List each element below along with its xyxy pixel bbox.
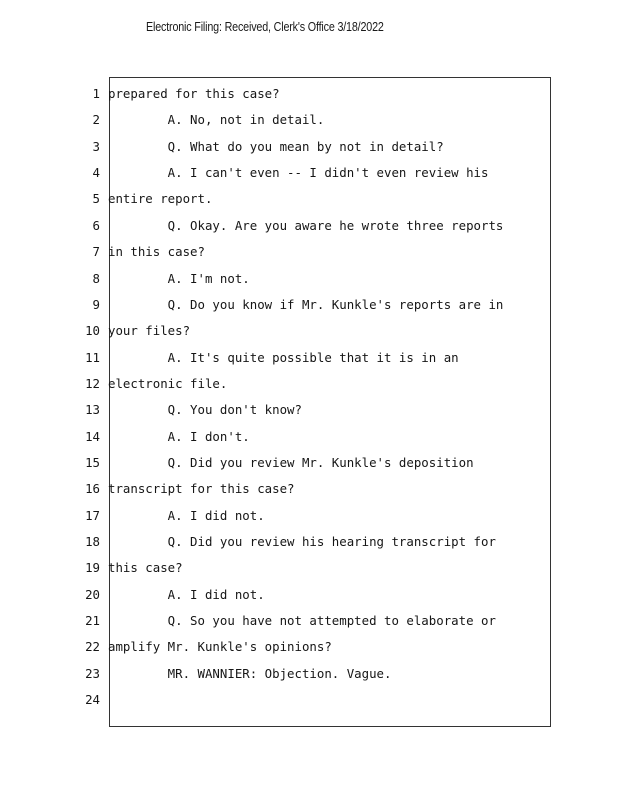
line-number: 9 — [92, 296, 100, 312]
line-number: 24 — [85, 692, 100, 708]
line-text: entire report. — [108, 191, 213, 207]
transcript-line — [0, 269, 560, 289]
line-text: Q. So you have not attempted to elaborate or — [108, 613, 496, 628]
line-number: 6 — [92, 217, 100, 233]
line-text: in this case? — [108, 244, 205, 260]
line-number: 14 — [85, 428, 100, 444]
line-text: A. No, not in detail. — [108, 112, 325, 128]
line-number: 4 — [92, 165, 100, 181]
transcript-line — [0, 585, 560, 605]
line-number: 2 — [92, 112, 100, 128]
transcript-line — [0, 479, 560, 499]
line-text: A. I did not. — [108, 586, 265, 602]
line-number: 20 — [85, 586, 100, 602]
line-number: 3 — [92, 138, 100, 154]
line-number: 17 — [85, 507, 100, 523]
transcript-line — [0, 242, 560, 262]
transcript-line — [0, 637, 560, 657]
line-number: 22 — [85, 639, 100, 655]
line-text: A. I don't. — [108, 428, 250, 444]
transcript-line — [0, 558, 560, 578]
line-number: 21 — [85, 613, 100, 628]
transcript-line — [0, 453, 560, 473]
transcript-line — [0, 427, 560, 447]
line-text: A. I did not. — [108, 507, 265, 523]
line-number: 15 — [85, 454, 100, 470]
line-text: Q. You don't know? — [108, 402, 302, 418]
transcript-line — [0, 690, 560, 710]
transcript-line — [0, 84, 560, 104]
transcript-line — [0, 163, 560, 183]
line-number: 5 — [92, 191, 100, 207]
transcript-line — [0, 295, 560, 315]
line-number: 10 — [85, 323, 100, 339]
line-text: this case? — [108, 560, 183, 576]
line-number: 1 — [92, 86, 100, 101]
transcript-line — [0, 400, 560, 420]
line-text: Q. What do you mean by not in detail? — [108, 138, 444, 154]
transcript-line — [0, 374, 560, 394]
line-number: 7 — [92, 244, 100, 260]
line-text: Q. Okay. Are you aware he wrote three reports — [108, 217, 504, 233]
transcript-line — [0, 664, 560, 684]
line-number: 13 — [85, 402, 100, 418]
transcript-line — [0, 611, 560, 631]
line-text: A. It's quite possible that it is in an — [108, 349, 459, 365]
line-text: Q. Did you review Mr. Kunkle's deposition — [108, 454, 474, 470]
transcript-line — [0, 321, 560, 341]
line-text: Q. Do you know if Mr. Kunkle's reports are in — [108, 296, 504, 312]
line-number: 8 — [92, 270, 100, 286]
transcript-line — [0, 110, 560, 130]
transcript-line — [0, 137, 560, 157]
line-text: your files? — [108, 323, 191, 339]
line-text: A. I'm not. — [108, 270, 250, 286]
line-text: Q. Did you review his hearing transcript for — [108, 534, 496, 549]
line-number: 16 — [85, 481, 100, 497]
line-number: 18 — [85, 534, 100, 549]
line-number: 11 — [85, 349, 100, 365]
line-text: A. I can't even -- I didn't even review his — [108, 165, 489, 181]
transcript-line — [0, 216, 560, 236]
transcript-line — [0, 348, 560, 368]
line-text: MR. WANNIER: Objection. Vague. — [108, 665, 392, 681]
transcript-line — [0, 189, 560, 209]
line-text: amplify Mr. Kunkle's opinions? — [108, 639, 332, 655]
line-text: transcript for this case? — [108, 481, 295, 497]
line-number: 23 — [85, 665, 100, 681]
transcript-line — [0, 506, 560, 526]
filing-stamp: Electronic Filing: Received, Clerk's Office 3/18/2022 — [146, 20, 384, 34]
line-number: 12 — [85, 375, 100, 391]
line-text: prepared for this case? — [108, 86, 280, 101]
line-number: 19 — [85, 560, 100, 576]
line-text: electronic file. — [108, 375, 228, 391]
transcript-line — [0, 532, 560, 552]
